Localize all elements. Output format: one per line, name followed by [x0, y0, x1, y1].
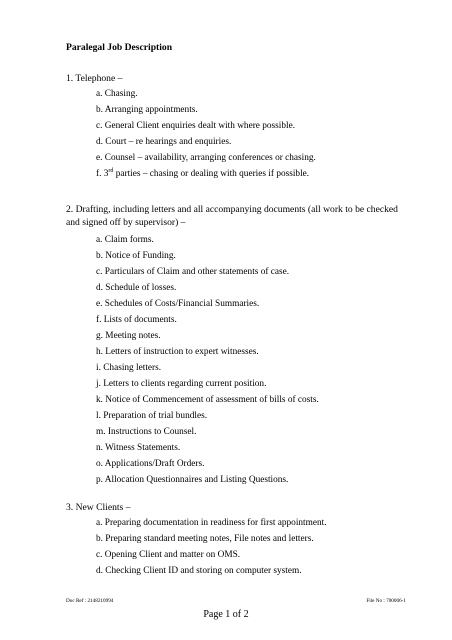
list-item: f. Lists of documents. — [96, 315, 177, 325]
list-item: m. Instructions to Counsel. — [96, 427, 197, 437]
section-heading-telephone: 1. Telephone – — [66, 73, 123, 84]
document-title: Paralegal Job Description — [66, 42, 173, 53]
list-item: e. Counsel – availability, arranging conferences or chasing. — [96, 153, 316, 163]
footer-file-no: File No : 700006-1 — [366, 598, 406, 604]
list-item: k. Notice of Commencement of assessment of bills of costs. — [96, 395, 319, 405]
list-item: j. Letters to clients regarding current position. — [96, 379, 267, 389]
list-item: d. Court – re hearings and enquiries. — [96, 137, 232, 147]
list-item: p. Allocation Questionnaires and Listing Questions. — [96, 475, 289, 485]
list-item: d. Checking Client ID and storing on computer system. — [96, 566, 302, 576]
list-item: a. Chasing. — [96, 89, 138, 99]
list-item — [96, 169, 309, 179]
list-item: g. Meeting notes. — [96, 331, 161, 341]
ordinal-suffix: rd — [108, 167, 114, 174]
list-item: b. Notice of Funding. — [96, 251, 176, 261]
list-item: b. Preparing standard meeting notes, File notes and letters. — [96, 534, 314, 544]
section-heading-drafting: 2. Drafting, including letters and all accompanying documents (all work to be checked and signed off by supervisor) – — [66, 204, 398, 228]
list-item: d. Schedule of losses. — [96, 283, 177, 293]
list-item: c. Particulars of Claim and other statements of case. — [96, 267, 290, 277]
footer-doc-ref: Doc Ref : 2148210994 — [66, 598, 114, 604]
list-item: a. Claim forms. — [96, 235, 154, 245]
list-item: l. Preparation of trial bundles. — [96, 411, 208, 421]
list-item: n. Witness Statements. — [96, 443, 181, 453]
list-item: b. Arranging appointments. — [96, 105, 198, 115]
list-item: o. Applications/Draft Orders. — [96, 459, 205, 469]
list-item: c. General Client enquiries dealt with where possible. — [96, 121, 296, 131]
list-item-prefix: f. 3 — [96, 169, 109, 179]
page-number: Page 1 of 2 — [203, 609, 249, 620]
section-heading-new-clients: 3. New Clients – — [66, 502, 131, 513]
list-item: i. Chasing letters. — [96, 363, 162, 373]
list-item: h. Letters of instruction to expert witnesses. — [96, 347, 259, 357]
list-item-suffix: parties – chasing or dealing with queries if possible. — [113, 169, 310, 179]
list-item: e. Schedules of Costs/Financial Summaries. — [96, 299, 260, 309]
list-item: c. Opening Client and matter on OMS. — [96, 550, 241, 560]
list-item: a. Preparing documentation in readiness for first appointment. — [96, 518, 327, 528]
